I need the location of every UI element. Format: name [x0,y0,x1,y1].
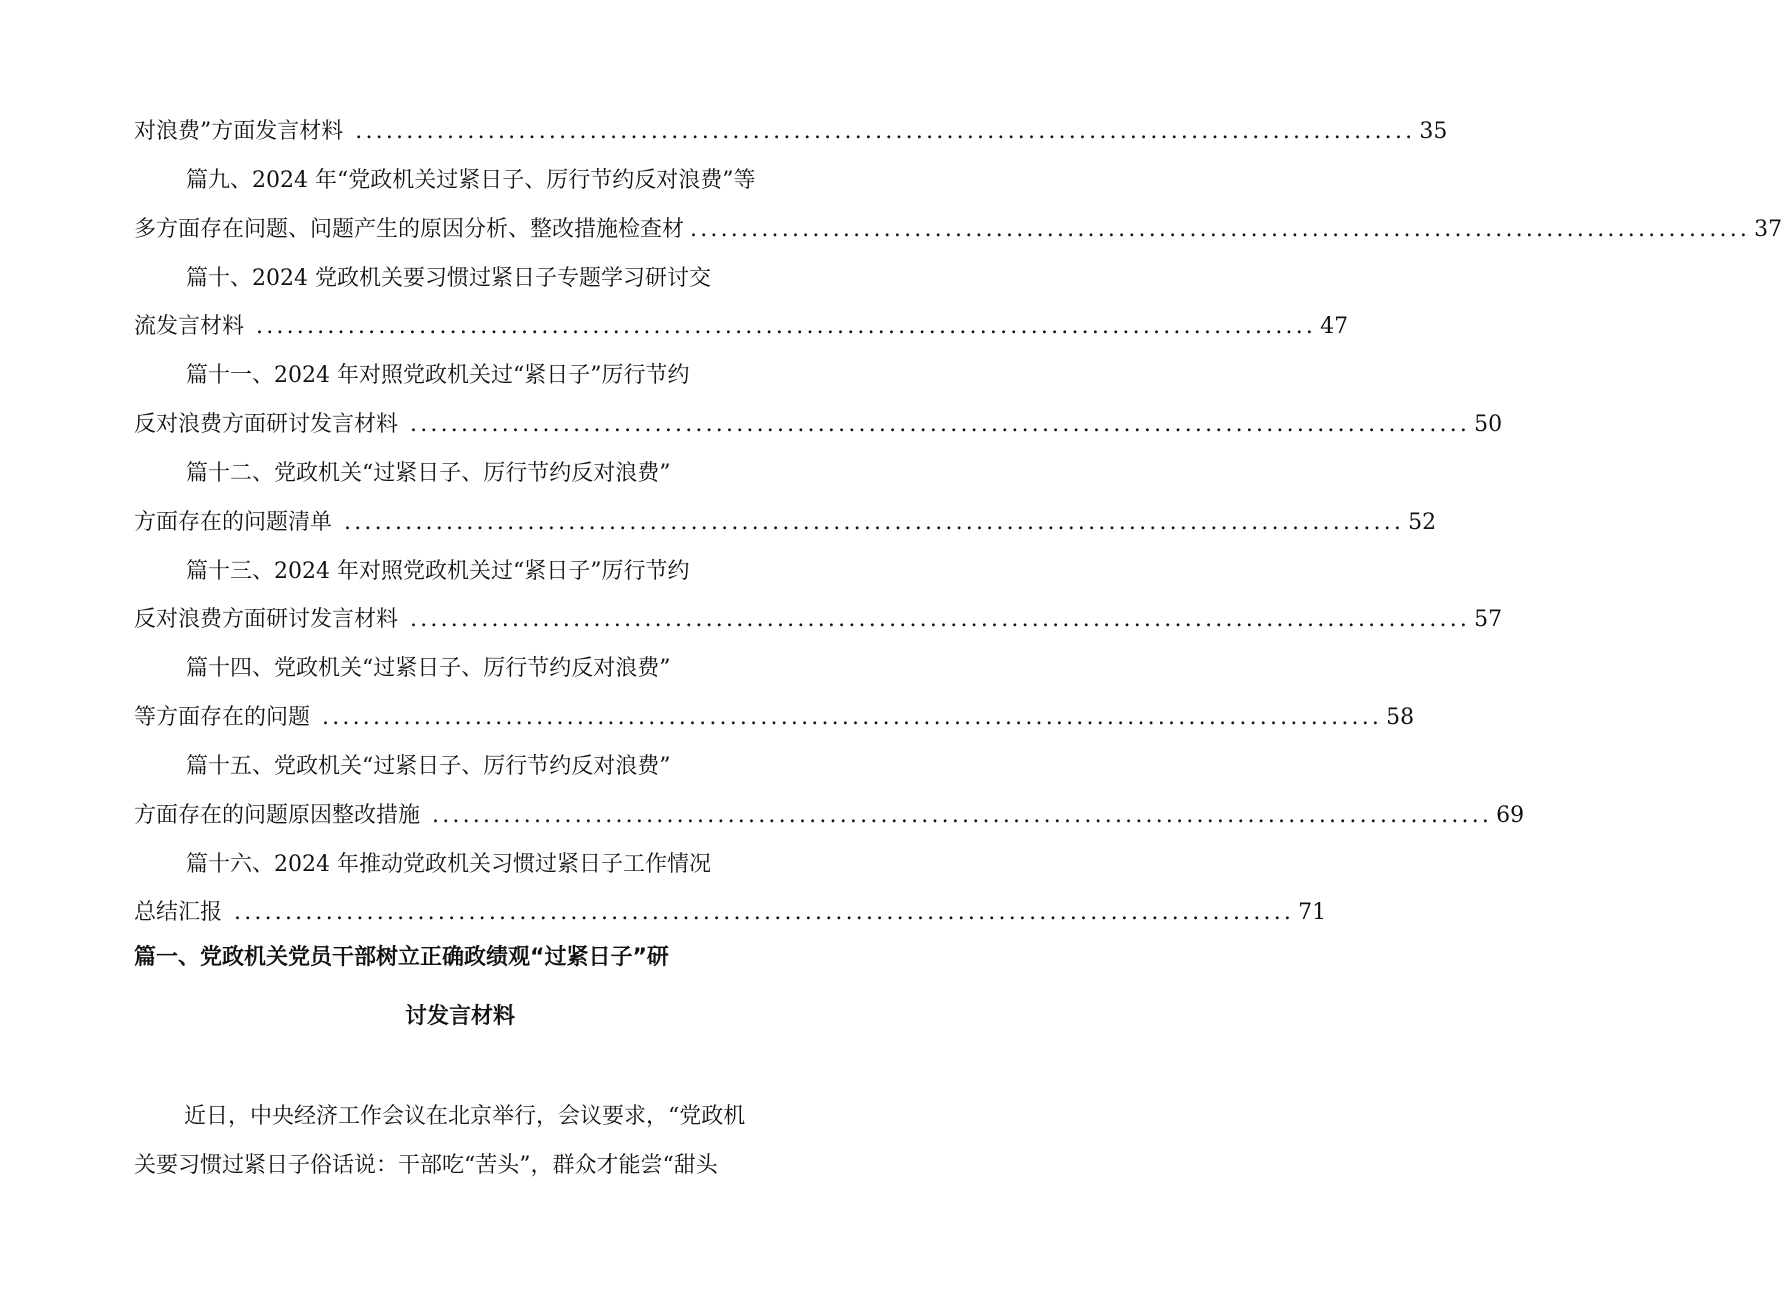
toc-entry-text: 流发言材料 [134,314,245,339]
toc-entry-35[interactable] [134,112,1448,152]
toc-entry-69[interactable] [134,796,1525,836]
toc-entry-title[interactable]: 篇九、2024 年“党政机关过紧日子、厉行节约反对浪费”等 [186,168,756,193]
toc-entry-text: 多方面存在问题、问题产生的原因分析、整改措施检查材 [134,217,685,242]
toc-leader-dots: ........................................................................................................ [410,607,1471,632]
toc-entry-58[interactable] [134,698,1415,738]
article-title-line-1: 篇一、党政机关党员干部树立正确政绩观“过紧日子”研 [134,945,669,970]
toc-page-number: 57 [1474,607,1503,632]
toc-entry-title[interactable]: 篇十一、2024 年对照党政机关过“紧日子”厉行节约 [186,363,690,388]
toc-entry-title[interactable]: 篇十四、党政机关“过紧日子、厉行节约反对浪费” [186,656,671,681]
toc-entry-47[interactable] [134,307,1349,347]
toc-page-number: 50 [1474,412,1503,437]
toc-page-number: 71 [1298,900,1327,925]
toc-leader-dots: ........................................................................................................ [410,412,1471,437]
toc-page-number: 69 [1496,803,1525,828]
toc-leader-dots: ........................................................................................................ [256,314,1317,339]
toc-page-number: 37 [1754,217,1782,242]
toc-leader-dots: ........................................................................................................ [355,119,1416,144]
toc-entry-title[interactable]: 篇十二、党政机关“过紧日子、厉行节约反对浪费” [186,461,671,486]
toc-page-number: 35 [1419,119,1448,144]
paragraph-line-2: 关要习惯过紧日子俗话说：干部吃“苦头”，群众才能尝“甜头 [134,1153,718,1178]
toc-leader-dots: ........................................................................................................ [432,803,1493,828]
paragraph-line-1: 近日，中央经济工作会议在北京举行，会议要求，“党政机 [184,1104,746,1129]
toc-entry-text: 方面存在的问题原因整改措施 [134,803,421,828]
toc-leader-dots: ........................................................................................................ [690,217,1751,242]
toc-entry-57[interactable] [134,600,1503,640]
toc-entry-text: 总结汇报 [134,900,223,925]
toc-page-number: 58 [1386,705,1415,730]
toc-entry-title[interactable]: 篇十、2024 党政机关要习惯过紧日子专题学习研讨交 [186,266,711,291]
toc-page-number: 47 [1320,314,1349,339]
toc-entry-text: 等方面存在的问题 [134,705,311,730]
toc-entry-title[interactable]: 篇十六、2024 年推动党政机关习惯过紧日子工作情况 [186,852,711,877]
article-title-line-2: 讨发言材料 [405,1004,516,1029]
toc-page-number: 52 [1408,510,1437,535]
toc-entry-50[interactable] [134,405,1503,445]
toc-entry-title[interactable]: 篇十三、2024 年对照党政机关过“紧日子”厉行节约 [186,559,690,584]
toc-entry-text: 方面存在的问题清单 [134,510,333,535]
toc-leader-dots: ........................................................................................................ [322,705,1383,730]
toc-entry-text: 反对浪费方面研讨发言材料 [134,607,399,632]
toc-entry-71[interactable] [134,893,1327,933]
toc-entry-title[interactable]: 篇十五、党政机关“过紧日子、厉行节约反对浪费” [186,754,671,779]
toc-entry-52[interactable] [134,503,1437,543]
toc-entry-37[interactable] [134,210,1782,250]
toc-leader-dots: ........................................................................................................ [344,510,1405,535]
toc-entry-text: 反对浪费方面研讨发言材料 [134,412,399,437]
toc-leader-dots: ........................................................................................................ [234,900,1295,925]
toc-entry-text: 对浪费”方面发言材料 [134,119,344,144]
